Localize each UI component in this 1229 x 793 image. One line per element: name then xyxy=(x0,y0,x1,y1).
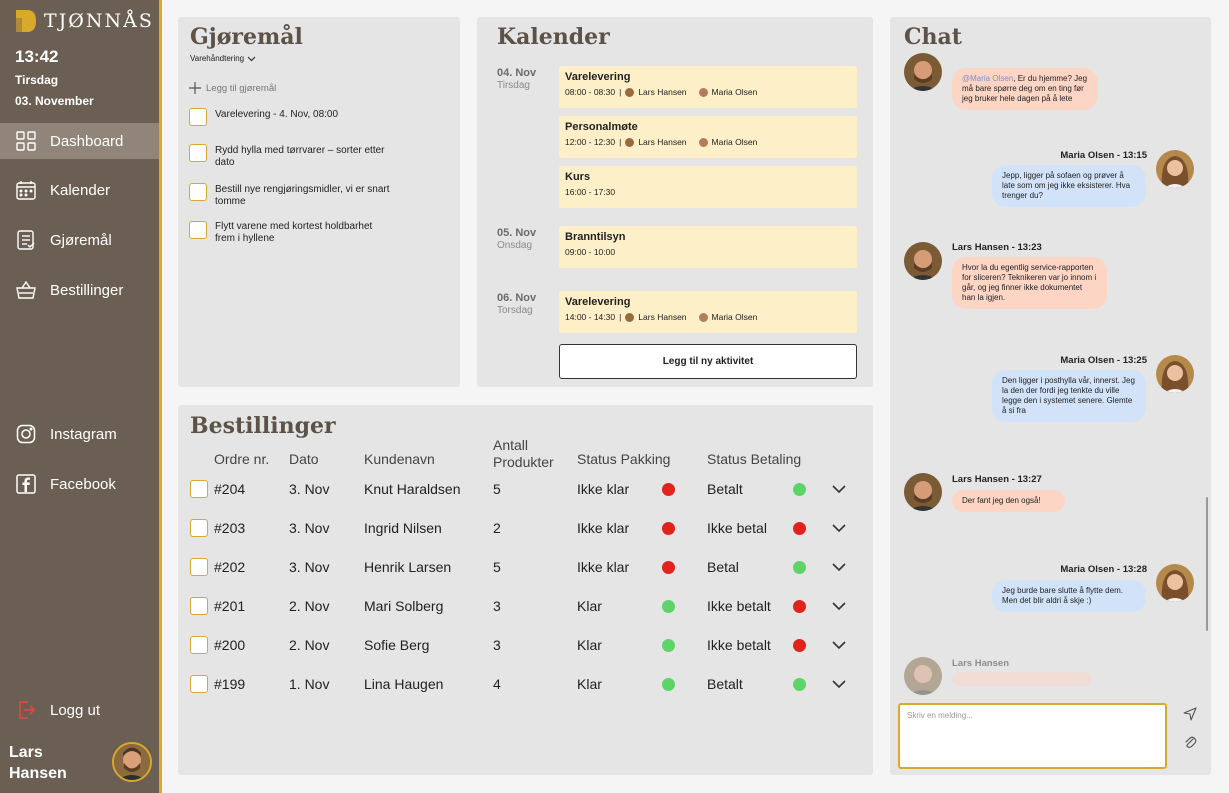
table-row[interactable] xyxy=(190,595,860,619)
chat-message: Jepp, ligger på sofaen og prøver å late som om jeg ikke eksisterer. Hva trenger du? xyxy=(992,165,1146,207)
order-pay: Ikke betalt xyxy=(707,637,771,653)
send-icon[interactable] xyxy=(1183,707,1197,721)
column-header: Kundenavn xyxy=(364,451,435,467)
status-dot xyxy=(662,483,675,496)
chat-message: Jeg burde bare slutte å flytte dem. Men det blir aldri å skje :) xyxy=(992,580,1146,612)
task-checkbox[interactable] xyxy=(189,144,207,162)
order-pack: Klar xyxy=(577,676,602,692)
message-header: Maria Olsen - 13:25 xyxy=(1060,355,1147,366)
calendar-event[interactable]: Varelevering 14:00 - 14:30 | Lars Hansen Maria Olsen xyxy=(559,291,857,333)
order-pay: Ikke betalt xyxy=(707,598,771,614)
avatar xyxy=(904,242,942,280)
calendar-icon xyxy=(16,180,36,200)
message-input[interactable]: Skriv en melding... xyxy=(898,703,1167,769)
status-dot xyxy=(662,678,675,691)
tasks-title: Gjøremål xyxy=(190,24,303,50)
chat-title: Chat xyxy=(904,24,962,50)
chat-message: @Maria Olsen, Er du hjemme? Jeg må bare spørre deg om en ting før jeg bruker hele dagen på å lete xyxy=(952,68,1098,110)
calendar-event[interactable]: Personalmøte 12:00 - 12:30 | Lars Hansen Maria Olsen xyxy=(559,116,857,158)
avatar xyxy=(625,313,634,322)
order-qty: 5 xyxy=(493,559,501,575)
logout-icon xyxy=(16,700,36,720)
calendar-day: 05. Nov Onsdag xyxy=(497,227,537,251)
order-checkbox[interactable] xyxy=(190,597,208,615)
nav-facebook[interactable] xyxy=(0,466,159,502)
order-date: 1. Nov xyxy=(289,676,330,692)
order-customer: Mari Solberg xyxy=(364,598,444,614)
instagram-icon xyxy=(16,424,36,444)
add-activity-button[interactable]: Legg til ny aktivitet xyxy=(559,344,857,379)
table-row[interactable] xyxy=(190,517,860,541)
order-checkbox[interactable] xyxy=(190,675,208,693)
logout-button[interactable] xyxy=(0,692,159,728)
clock: 13:42 xyxy=(15,47,59,66)
plus-icon xyxy=(189,82,201,94)
status-dot xyxy=(793,600,806,613)
status-dot xyxy=(662,600,675,613)
nav-label: Kalender xyxy=(50,181,111,199)
avatar-image xyxy=(114,744,150,780)
order-pack: Ikke klar xyxy=(577,520,630,536)
table-row[interactable] xyxy=(190,478,860,502)
chat-panel xyxy=(890,17,1211,775)
expand-chevron-icon[interactable] xyxy=(830,519,848,537)
status-dot xyxy=(793,561,806,574)
dashboard-icon xyxy=(16,131,36,151)
status-dot xyxy=(793,678,806,691)
expand-chevron-icon[interactable] xyxy=(830,558,848,576)
chevron-down-icon xyxy=(247,56,256,62)
order-date: 3. Nov xyxy=(289,481,330,497)
task-checkbox[interactable] xyxy=(189,183,207,201)
order-qty: 5 xyxy=(493,481,501,497)
message-header: Maria Olsen - 13:15 xyxy=(1060,150,1147,161)
task-item[interactable]: Flytt varene med kortest holdbarhet frem i hyllene xyxy=(189,221,419,245)
order-nr: #204 xyxy=(214,481,246,497)
order-date: 2. Nov xyxy=(289,637,330,653)
task-item[interactable]: Varelevering - 4. Nov, 08:00 xyxy=(189,108,419,126)
order-pack: Klar xyxy=(577,598,602,614)
table-row[interactable] xyxy=(190,673,860,697)
current-date: 03. November xyxy=(15,94,94,108)
facebook-icon xyxy=(16,474,36,494)
nav-dashboard[interactable] xyxy=(0,123,159,159)
chat-scrollbar[interactable] xyxy=(1206,497,1208,631)
table-row[interactable] xyxy=(190,634,860,658)
basket-icon xyxy=(16,280,36,300)
table-row[interactable] xyxy=(190,556,860,580)
nav-kalender[interactable] xyxy=(0,172,159,208)
status-dot xyxy=(793,522,806,535)
nav-label: Bestillinger xyxy=(50,281,124,299)
nav-label: Instagram xyxy=(50,425,117,443)
order-pay: Betalt xyxy=(707,676,743,692)
task-item[interactable]: Rydd hylla med tørrvarer – sorter etter dato xyxy=(189,144,419,169)
task-checkbox[interactable] xyxy=(189,221,207,239)
status-dot xyxy=(662,561,675,574)
nav-label: Gjøremål xyxy=(50,231,112,249)
logout-label: Logg ut xyxy=(50,701,101,719)
checklist-icon xyxy=(16,230,36,250)
order-nr: #202 xyxy=(214,559,246,575)
order-qty: 3 xyxy=(493,637,501,653)
order-nr: #200 xyxy=(214,637,246,653)
order-customer: Knut Haraldsen xyxy=(364,481,461,497)
order-nr: #199 xyxy=(214,676,246,692)
expand-chevron-icon[interactable] xyxy=(830,636,848,654)
avatar xyxy=(699,138,708,147)
order-checkbox[interactable] xyxy=(190,636,208,654)
column-header: Status Betaling xyxy=(707,451,802,467)
status-dot xyxy=(662,522,675,535)
order-nr: #203 xyxy=(214,520,246,536)
calendar-day: 06. Nov Torsdag xyxy=(497,292,537,316)
nav-bestillinger[interactable] xyxy=(0,272,159,308)
chat-message: Der fant jeg den også! xyxy=(952,490,1065,512)
task-checkbox[interactable] xyxy=(189,108,207,126)
avatar xyxy=(1156,355,1194,393)
tasks-panel xyxy=(178,17,460,387)
nav-label: Dashboard xyxy=(50,132,124,150)
nav-gjoremal[interactable] xyxy=(0,222,159,258)
order-pay: Betalt xyxy=(707,481,743,497)
order-pack: Ikke klar xyxy=(577,481,630,497)
calendar-panel xyxy=(477,17,873,387)
order-checkbox[interactable] xyxy=(190,480,208,498)
order-date: 3. Nov xyxy=(289,520,330,536)
avatar xyxy=(625,88,634,97)
order-checkbox[interactable] xyxy=(190,519,208,537)
order-customer: Sofie Berg xyxy=(364,637,430,653)
order-customer: Lina Haugen xyxy=(364,676,444,692)
message-header: Lars Hansen xyxy=(952,658,1010,669)
calendar-event[interactable]: Varelevering 08:00 - 08:30 | Lars Hansen Maria Olsen xyxy=(559,66,857,108)
calendar-day: 04. Nov Tirsdag xyxy=(497,67,537,91)
avatar xyxy=(904,657,942,695)
user-name: Lars Hansen xyxy=(9,744,67,782)
message-header: Lars Hansen - 13:27 xyxy=(952,474,1042,485)
expand-chevron-icon[interactable] xyxy=(830,675,848,693)
chat-message xyxy=(952,672,1092,686)
order-pay: Betal xyxy=(707,559,739,575)
brand-logo xyxy=(14,8,154,34)
order-pack: Ikke klar xyxy=(577,559,630,575)
calendar-title: Kalender xyxy=(497,24,610,50)
avatar xyxy=(699,313,708,322)
tasks-filter-dropdown[interactable]: Varehåndtering xyxy=(190,54,256,63)
orders-title: Bestillinger xyxy=(190,413,336,439)
status-dot xyxy=(662,639,675,652)
avatar xyxy=(625,138,634,147)
order-customer: Ingrid Nilsen xyxy=(364,520,442,536)
status-dot xyxy=(793,639,806,652)
order-pack: Klar xyxy=(577,637,602,653)
order-qty: 3 xyxy=(493,598,501,614)
expand-chevron-icon[interactable] xyxy=(830,480,848,498)
orders-panel xyxy=(178,405,873,775)
order-pay: Ikke betal xyxy=(707,520,767,536)
status-dot xyxy=(793,483,806,496)
column-header: Dato xyxy=(289,451,319,467)
message-header: Lars Hansen - 13:23 xyxy=(952,242,1042,253)
expand-chevron-icon[interactable] xyxy=(830,597,848,615)
avatar xyxy=(1156,564,1194,602)
order-checkbox[interactable] xyxy=(190,558,208,576)
chat-message: Den ligger i posthylla vår, innerst. Jeg la den der fordi jeg tenkte du ville legge den i systemet senere. Glemte å si fra xyxy=(992,370,1146,422)
add-task-button[interactable]: Legg til gjøremål xyxy=(189,82,276,94)
avatar xyxy=(904,53,942,91)
column-header: Antall Produkter xyxy=(493,437,554,470)
message-header: Maria Olsen - 13:28 xyxy=(1060,564,1147,575)
column-header: Ordre nr. xyxy=(214,451,270,467)
user-avatar[interactable] xyxy=(112,742,152,782)
order-date: 3. Nov xyxy=(289,559,330,575)
chat-message: Hvor la du egentlig service-rapporten for sliceren? Teknikeren var jo innom i går, og jeg finner ikke dokumentet han la igjen. xyxy=(952,257,1107,309)
calendar-event[interactable]: Kurs 16:00 - 17:30 xyxy=(559,166,857,208)
sidebar xyxy=(0,0,162,793)
brand-name: TJØNNÅS xyxy=(44,10,154,32)
task-item[interactable]: Bestill nye rengjøringsmidler, vi er snart tomme xyxy=(189,183,419,208)
order-qty: 4 xyxy=(493,676,501,692)
avatar xyxy=(699,88,708,97)
order-customer: Henrik Larsen xyxy=(364,559,452,575)
current-weekday: Tirsdag xyxy=(15,73,59,87)
calendar-event[interactable]: Branntilsyn 09:00 - 10:00 xyxy=(559,226,857,268)
nav-label: Facebook xyxy=(50,475,116,493)
logo-icon xyxy=(14,8,38,34)
order-qty: 2 xyxy=(493,520,501,536)
avatar xyxy=(1156,150,1194,188)
order-nr: #201 xyxy=(214,598,246,614)
chat-message-faded xyxy=(890,652,1211,687)
paperclip-icon[interactable] xyxy=(1183,734,1197,750)
avatar xyxy=(904,473,942,511)
order-date: 2. Nov xyxy=(289,598,330,614)
column-header: Status Pakking xyxy=(577,451,671,467)
nav-instagram[interactable] xyxy=(0,416,159,452)
